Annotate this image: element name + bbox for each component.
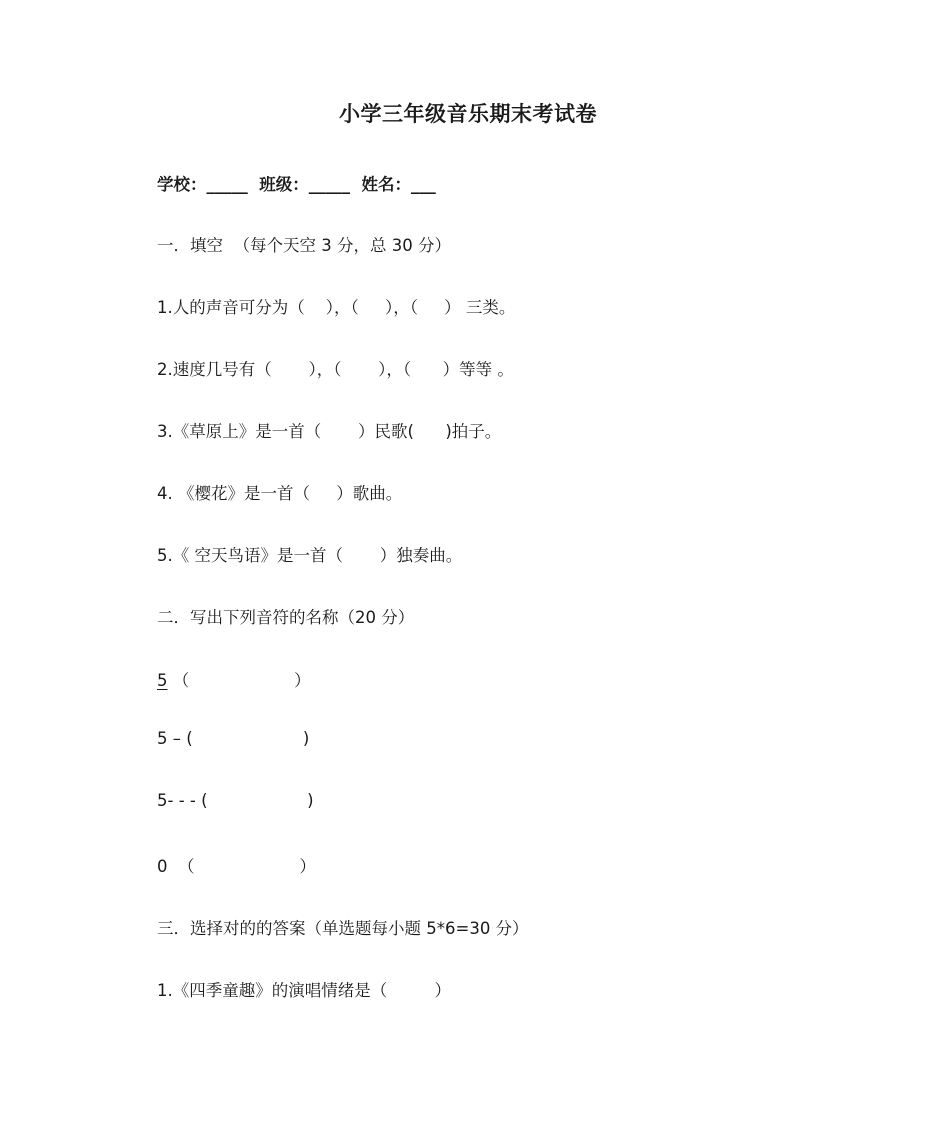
section-1-heading: 一．填空 （每个天空 3 分，总 30 分）	[157, 236, 451, 255]
section-1-question-5: 5.《 空天鸟语》是一首（ ）独奏曲。	[157, 546, 463, 565]
section-1-question-3: 3.《草原上》是一首（ ）民歌( )拍子。	[157, 422, 502, 441]
section-1-question-2: 2.速度几号有（ ），（ ），（ ）等等 。	[157, 360, 514, 379]
section-3-heading: 三．选择对的的答案（单选题每小题 5*6=30 分）	[157, 919, 529, 938]
section-1-question-4: 4. 《樱花》是一首（ ）歌曲。	[157, 484, 403, 503]
note-row-4: 0 （ ）	[157, 857, 316, 876]
page-title: 小学三年级音乐期末考试卷	[339, 102, 597, 126]
note-row-1	[157, 667, 311, 691]
underlined-note-symbol: 5	[157, 671, 168, 690]
section-3-question-1: 1.《四季童趣》的演唱情绪是（ ）	[157, 981, 451, 1000]
section-1-question-1: 1.人的声音可分为（ ），（ ），（ ） 三类。	[157, 298, 516, 317]
student-info-line: 学校：_____ 班级：_____ 姓名：___	[157, 175, 436, 194]
note-row-3: 5- - - ( )	[157, 791, 314, 810]
note-row-2: 5 – ( )	[157, 729, 310, 748]
note-row-1-blank: （ ）	[167, 671, 311, 690]
section-2-heading: 二．写出下列音符的名称（20 分）	[157, 608, 415, 627]
